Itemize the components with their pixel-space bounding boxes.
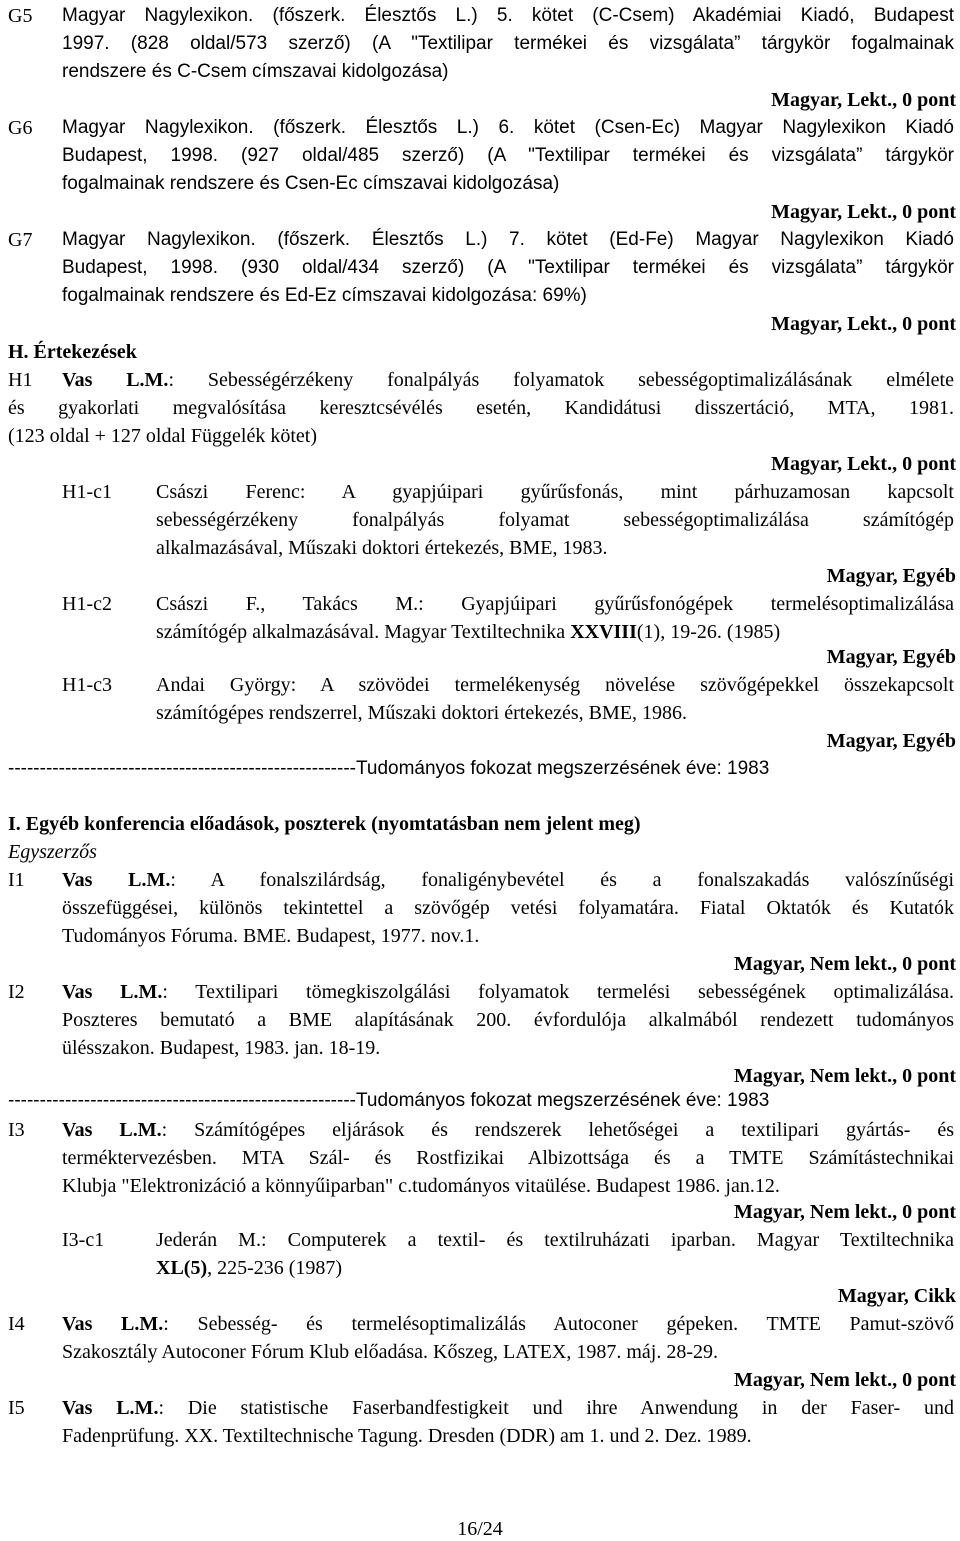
entry-text: Magyar Nagylexikon. (főszerk. Élesztős L.) 6. kötet (Csen-Ec) Magyar Nagylexikon Kiadó: [62, 117, 954, 138]
rating-label: Magyar, Egyéb: [826, 646, 956, 668]
degree-year-divider: -------------------------------------------------------Tudományos fokozat megszerzésének éve: 1983: [8, 758, 770, 779]
entry-text: [62, 368, 954, 392]
entry-text: Fadenprüfung. XX. Textiltechnische Tagung. Dresden (DDR) am 1. und 2. Dez. 1989.: [62, 1425, 752, 1447]
author-name: Vas L.M.: [62, 1119, 162, 1141]
citation-text: [156, 620, 780, 644]
entry-code: G7: [8, 229, 33, 251]
entry-text: Tudományos Fóruma. BME. Budapest, 1977. nov.1.: [62, 925, 480, 947]
entry-code: G6: [8, 117, 33, 139]
citation-code: H1-c1: [62, 481, 112, 503]
entry-text-rest: : Számítógépes eljárások és rendszerek lehetőségei a textilipari gyártás- és: [161, 1119, 955, 1141]
entry-text-rest: : A fonalszilárdság, fonaligénybevétel és a fonalszakadás valószínűségi: [170, 869, 955, 891]
entry-code: I2: [8, 981, 25, 1003]
volume-number: XL(5): [156, 1257, 208, 1279]
author-name: Vas L.M.: [62, 1313, 164, 1335]
entry-text-rest: : Sebesség- és termelésoptimalizálás Autoconer gépeken. TMTE Pamut-szövő: [163, 1313, 954, 1335]
entry-text: terméktervezésben. MTA Szál- és Rostfizikai Albizottsága és a TMTE Számítástechnikai: [62, 1147, 954, 1169]
entry-text: Szakosztály Autoconer Fórum Klub előadása. Kőszeg, LATEX, 1987. máj. 28-29.: [62, 1341, 718, 1363]
author-name: Vas L.M.: [62, 869, 171, 891]
entry-text: Magyar Nagylexikon. (főszerk. Élesztős L.) 7. kötet (Ed-Fe) Magyar Nagylexikon Kiadó: [62, 229, 954, 250]
entry-text: Poszteres bemutató a BME alapításának 200. évfordulója alkalmából rendezett tudományos: [62, 1009, 954, 1031]
rating-label: Magyar, Lekt., 0 pont: [771, 89, 956, 111]
citation-code: I3-c1: [62, 1229, 105, 1251]
entry-text: rendszere és C-Csem címszavai kidolgozása): [62, 61, 449, 82]
entry-text: Klubja "Elektronizáció a könnyűiparban" c.tudományos vitaülése. Budapest 1986. jan.12.: [62, 1175, 780, 1197]
entry-text: Budapest, 1998. (927 oldal/485 szerző) (A "Textilipar termékei és vizsgálata” tárgykör: [62, 145, 954, 166]
citation-text: Jederán M.: Computerek a textil- és textilruházati iparban. Magyar Textiltechnika: [156, 1229, 954, 1251]
citation-code: H1-c2: [62, 593, 112, 615]
citation-text-part: , 225-236 (1987): [207, 1257, 343, 1279]
entry-text-rest: : Textilipari tömegkiszolgálási folyamatok termelési sebességének optimalizálása.: [162, 981, 954, 1003]
entry-text: ülésszakon. Budapest, 1983. jan. 18-19.: [62, 1037, 381, 1059]
citation-text-part: (1), 19-26. (1985): [636, 621, 781, 643]
rating-label: Magyar, Egyéb: [826, 565, 956, 587]
entry-text: [62, 980, 954, 1004]
degree-year-divider: -------------------------------------------------------Tudományos fokozat megszerzésének éve: 1983: [8, 1090, 770, 1111]
entry-text: és gyakorlati megvalósítása keresztcsévélés esetén, Kandidátusi disszertáció, MTA, 1981.: [8, 397, 954, 419]
entry-text: [62, 1396, 954, 1420]
citation-text: számítógépes rendszerrel, Műszaki doktori értekezés, BME, 1986.: [156, 702, 687, 724]
entry-text-rest: : Die statistische Faserbandfestigkeit und ihre Anwendung in der Faser- und: [158, 1397, 955, 1419]
citation-text: Andai György: A szövödei termelékenység növelése szövőgépekkel összekapcsolt: [156, 674, 954, 696]
page-number: 16/24: [457, 1518, 503, 1540]
rating-label: Magyar, Lekt., 0 pont: [771, 453, 956, 475]
entry-text: összefüggései, különös tekintettel a szövőgép vetési folyamatára. Fiatal Oktatók és Kutatók: [62, 897, 954, 919]
rating-label: Magyar, Nem lekt., 0 pont: [733, 1065, 956, 1087]
author-name: Vas L.M.: [62, 1397, 159, 1419]
entry-text: [62, 1312, 954, 1336]
citation-code: H1-c3: [62, 674, 112, 696]
entry-text: (123 oldal + 127 oldal Függelék kötet): [8, 425, 318, 447]
rating-label: Magyar, Nem lekt., 0 pont: [733, 953, 956, 975]
entry-code: I1: [8, 869, 25, 891]
entry-text: fogalmainak rendszere és Csen-Ec címszavai kidolgozása): [62, 173, 560, 194]
citation-text-part: számítógép alkalmazásával. Magyar Textiltechnika: [156, 621, 571, 643]
entry-code: I3: [8, 1119, 25, 1141]
entry-text: fogalmainak rendszere és Ed-Ez címszavai kidolgozása: 69%): [62, 285, 587, 306]
entry-code: H1: [8, 369, 33, 391]
citation-text: Császi Ferenc: A gyapjúipari gyűrűsfonás, mint párhuzamosan kapcsolt: [156, 481, 954, 503]
entry-text: 1997. (828 oldal/573 szerző) (A "Textilipar termékei és vizsgálata” tárgykör fogalmainak: [62, 33, 954, 54]
section-heading: H. Értekezések: [8, 341, 137, 363]
rating-label: Magyar, Lekt., 0 pont: [771, 313, 956, 335]
citation-text: alkalmazásával, Műszaki doktori értekezés, BME, 1983.: [156, 537, 608, 559]
author-name: Vas L.M.: [62, 369, 169, 391]
subsection-heading: Egyszerzős: [8, 841, 97, 863]
rating-label: Magyar, Lekt., 0 pont: [771, 201, 956, 223]
entry-text-rest: : Sebességérzékeny fonalpályás folyamatok sebességoptimalizálásának elmélete: [168, 369, 954, 391]
entry-code: I5: [8, 1397, 25, 1419]
entry-text: Budapest, 1998. (930 oldal/434 szerző) (A "Textilipar termékei és vizsgálata” tárgykör: [62, 257, 954, 278]
entry-code: I4: [8, 1313, 25, 1335]
citation-text: [156, 1256, 342, 1280]
citation-text: sebességérzékeny fonalpályás folyamat sebességoptimalizálása számítógép: [156, 509, 954, 531]
rating-label: Magyar, Egyéb: [826, 730, 956, 752]
entry-code: G5: [8, 5, 33, 27]
rating-label: Magyar, Cikk: [837, 1285, 956, 1307]
author-name: Vas L.M.: [62, 981, 163, 1003]
rating-label: Magyar, Nem lekt., 0 pont: [733, 1369, 956, 1391]
citation-text: Császi F., Takács M.: Gyapjúipari gyűrűsfonógépek termelésoptimalizálása: [156, 593, 954, 615]
volume-number: XXVIII: [570, 621, 637, 643]
section-heading: I. Egyéb konferencia előadások, poszterek (nyomtatásban nem jelent meg): [8, 813, 641, 835]
entry-text: Magyar Nagylexikon. (főszerk. Élesztős L.) 5. kötet (C-Csem) Akadémiai Kiadó, Budapest: [62, 5, 954, 26]
entry-text: [62, 868, 954, 892]
rating-label: Magyar, Nem lekt., 0 pont: [733, 1201, 956, 1223]
entry-text: [62, 1118, 954, 1142]
